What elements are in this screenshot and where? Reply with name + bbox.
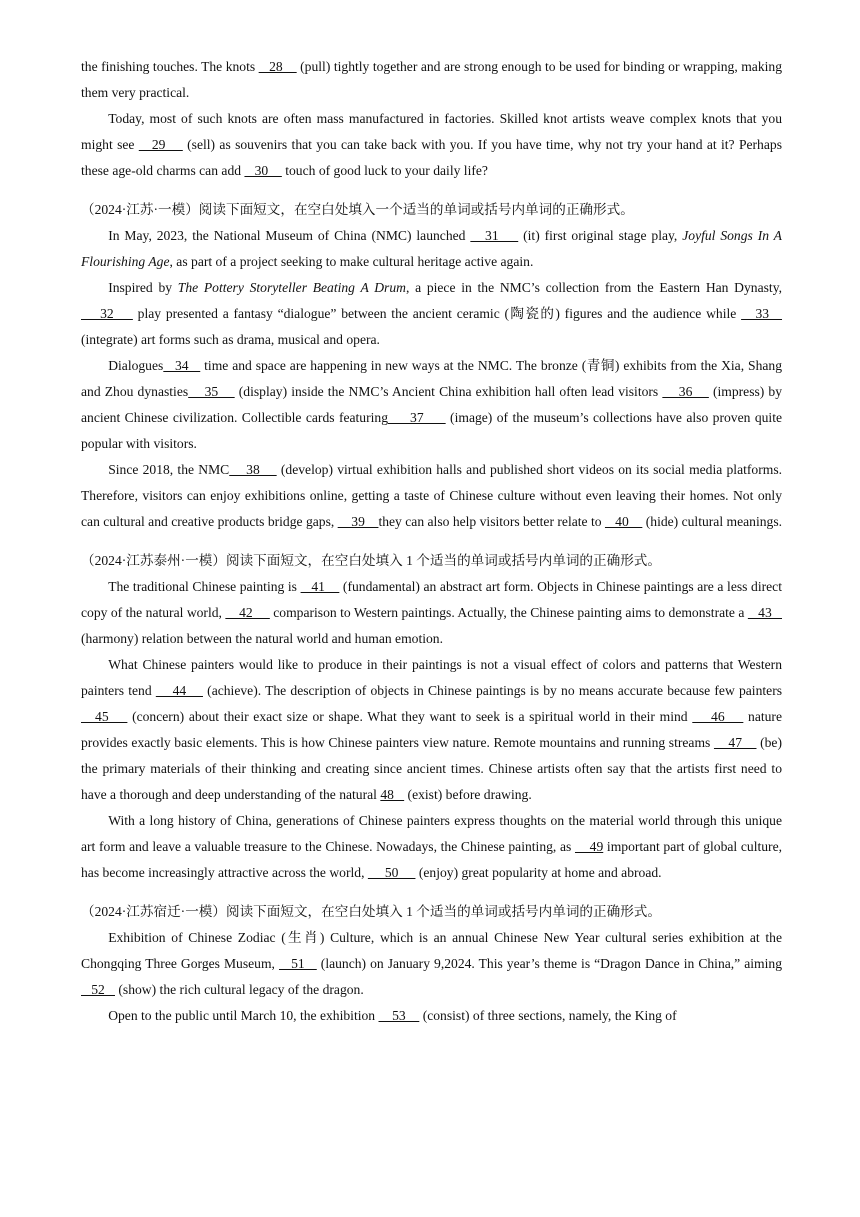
blank-47[interactable]: 47 (713, 735, 757, 750)
blank-39[interactable]: 39 (337, 514, 379, 529)
blank-51[interactable]: 51 (278, 956, 317, 971)
paragraph: Inspired by The Pottery Storyteller Beating A Drum, a piece in the NMC’s collection from the Eastern Han Dynasty, 32 play presented a fantasy “dialogue” between the ancient ceramic (陶瓷的) figures and the audience while 33 (integrate) art forms such as drama, musical and opera. (81, 280, 783, 347)
section-nmc (81, 197, 782, 535)
paragraph: Since 2018, the NMC 38 (develop) virtual exhibition halls and published short videos on its social media platforms. Therefore, visitors can enjoy exhibitions online, getting a taste of Chinese culture without even leaving their homes. Not only can cultural and creative products bridge gaps, 39 they can also help visitors better relate to 40 (hide) cultural meanings. (81, 462, 783, 529)
blank-45[interactable]: 45 (81, 709, 128, 724)
document-page (81, 54, 782, 1029)
blank-36[interactable]: 36 (662, 384, 709, 399)
blank-32[interactable]: 32 (81, 306, 133, 321)
blank-29[interactable]: 29 (138, 137, 183, 152)
blank-48[interactable]: 48 (380, 787, 405, 802)
blank-38[interactable]: 38 (229, 462, 277, 477)
blank-35[interactable]: 35 (188, 384, 235, 399)
paragraph-knots-end: the finishing touches. The knots 28 (pull) tightly together and are strong enough to be used for binding or wrapping, making them very practical. (81, 59, 782, 100)
section-header: （2024·江苏泰州·一模）阅读下面短文，在空白处填入 1 个适当的单词或括号内单词的正确形式。 (81, 553, 661, 568)
blank-50[interactable]: 50 (367, 865, 416, 880)
blank-33[interactable]: 33 (741, 306, 783, 321)
blank-30[interactable]: 30 (244, 163, 282, 178)
blank-31[interactable]: 31 (470, 228, 519, 243)
blank-44[interactable]: 44 (155, 683, 203, 698)
paragraph: The traditional Chinese painting is 41 (fundamental) an abstract art form. Objects in Chinese paintings are a less direct copy of the natural world, 42 comparison to Western paintings. Actually, the Chinese painting aims to demonstrate a 43 (harmony) relation between the natural world and human emotion. (81, 579, 782, 646)
paragraph: Open to the public until March 10, the exhibition 53 (consist) of three sections, namely, the King of (108, 1008, 677, 1023)
blank-42[interactable]: 42 (225, 605, 270, 620)
blank-40[interactable]: 40 (604, 514, 643, 529)
blank-41[interactable]: 41 (300, 579, 340, 594)
blank-49[interactable]: 49 (574, 839, 604, 854)
blank-46[interactable]: 46 (692, 709, 744, 724)
section-header: （2024·江苏宿迁·一模）阅读下面短文，在空白处填入 1 个适当的单词或括号内单词的正确形式。 (81, 904, 661, 919)
paragraph-knots-souvenirs: Today, most of such knots are often mass manufactured in factories. Skilled knot artists weave complex knots that you might see 29 (sell) as souvenirs that you can take back with you. If you have time, why not try your hand at it? Perhaps these age-old charms can add 30 touch of good luck to your daily life? (81, 111, 782, 178)
blank-34[interactable]: 34 (163, 358, 201, 373)
paragraph: With a long history of China, generations of Chinese painters express thoughts on the material world through this unique art form and leave a valuable treasure to the Chinese. Nowadays, the Chinese painting, as 49 important part of global culture, has become increasingly attractive across the world, 50 (enjoy) great popularity at home and abroad. (81, 813, 783, 880)
blank-43[interactable]: 43 (747, 605, 782, 620)
paragraph: What Chinese painters would like to produce in their paintings is not a visual effect of colors and patterns that Western painters tend 44 (achieve). The description of objects in Chinese paintings is by no means accurate because few painters 45 (concern) about their exact size or shape. What they want to seek is a spiritual world in their mind 46 nature provides exactly basic elements. This is how Chinese painters view nature. Remote mountains and running streams 47 (be) the primary materials of their thinking and creating since ancient times. Chinese artists often say that the artists first need to have a thorough and deep understanding of the natural 48 (exist) before drawing. (81, 657, 783, 802)
section-painting (81, 548, 782, 886)
section-zodiac (81, 899, 782, 1029)
paragraph: Exhibition of Chinese Zodiac (生肖) Culture, which is an annual Chinese New Year cultural series exhibition at the Chongqing Three Gorges Museum, 51 (launch) on January 9,2024. This year’s theme is “Dragon Dance in China,” aiming 52 (show) the rich cultural legacy of the dragon. (81, 930, 783, 997)
blank-28[interactable]: 28 (258, 59, 297, 74)
section-header: （2024·江苏·一模）阅读下面短文，在空白处填入一个适当的单词或括号内单词的正确形式。 (81, 202, 634, 217)
paragraph: Dialogues 34 time and space are happening in new ways at the NMC. The bronze (青铜) exhibits from the Xia, Shang and Zhou dynasties 35 (display) inside the NMC’s Ancient China exhibition hall often lead visitors 36 (impress) by ancient Chinese civilization. Collectible cards featuring 37 (image) of the museum’s collections have also proven quite popular with visitors. (81, 358, 783, 451)
paragraph: In May, 2023, the National Museum of China (NMC) launched 31 (it) first original stage play, Joyful Songs In A Flourishing Age, as part of a project seeking to make cultural heritage active again. (81, 228, 782, 269)
blank-53[interactable]: 53 (378, 1008, 420, 1023)
blank-52[interactable]: 52 (81, 982, 115, 997)
blank-37[interactable]: 37 (388, 410, 446, 425)
